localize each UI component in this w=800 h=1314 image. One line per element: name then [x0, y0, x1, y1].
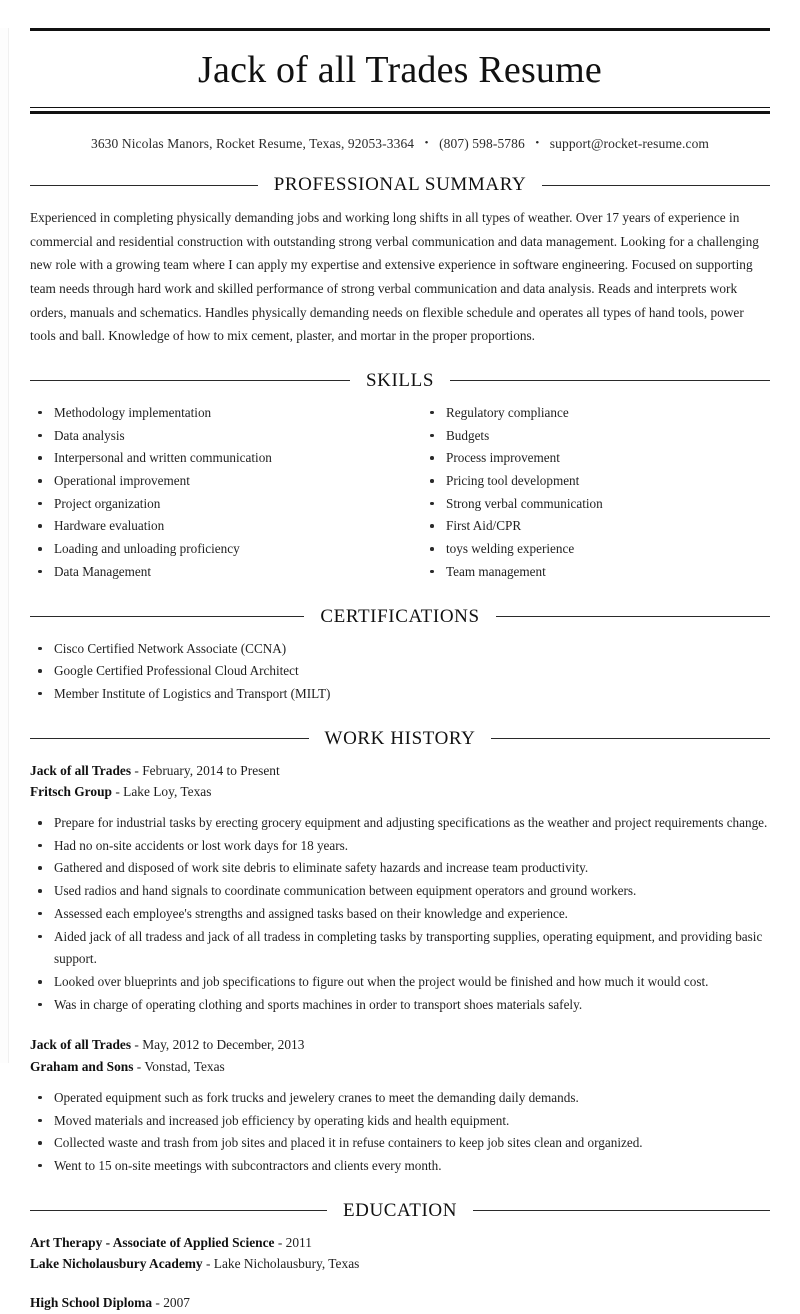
page-title: Jack of all Trades Resume	[198, 49, 602, 91]
section-rule-right	[491, 738, 770, 739]
section-header-certifications	[30, 606, 770, 628]
section-rule-left	[30, 185, 258, 186]
education-degree: High School Diploma	[30, 1295, 153, 1311]
skills-columns	[30, 402, 770, 584]
list-item: Data Management	[30, 561, 400, 584]
list-item: Loading and unloading proficiency	[30, 538, 400, 561]
list-item: Assessed each employee's strengths and assigned tasks based on their knowledge and experience.	[30, 903, 770, 926]
job-company-line	[30, 1056, 770, 1078]
list-item: Used radios and hand signals to coordinate communication between equipment operators and ground workers.	[30, 880, 770, 903]
job-title-line	[30, 1034, 770, 1056]
section-rule-left	[30, 738, 309, 739]
education-school-line	[30, 1253, 770, 1275]
section-rule-left	[30, 616, 304, 617]
section-certifications	[30, 606, 770, 706]
list-item: Regulatory compliance	[422, 402, 770, 425]
list-item: Google Certified Professional Cloud Architect	[30, 660, 770, 683]
education-degree-line	[30, 1292, 770, 1314]
resume-page	[0, 28, 800, 1311]
section-rule-right	[450, 380, 770, 381]
education-entry	[30, 1232, 770, 1275]
education-location: - Lake Nicholausbury, Texas	[205, 1256, 360, 1272]
list-item: Looked over blueprints and job specifications to figure out when the project would be finished and how much it would cost.	[30, 971, 770, 994]
job-dates: - May, 2012 to December, 2013	[134, 1037, 305, 1053]
list-item: Operated equipment such as fork trucks and jewelery cranes to meet the demanding daily demands.	[30, 1087, 770, 1110]
education-school: Lake Nicholausbury Academy	[30, 1256, 203, 1272]
education-year: - 2007	[155, 1295, 190, 1311]
education-degree-line	[30, 1232, 770, 1254]
contact-separator-2: •	[535, 137, 540, 149]
section-title-professional-summary: PROFESSIONAL SUMMARY	[273, 174, 527, 195]
section-header-skills	[30, 370, 770, 392]
list-item: Data analysis	[30, 425, 400, 448]
education-degree: Art Therapy - Associate of Applied Science	[30, 1234, 275, 1250]
contact-line	[30, 114, 770, 152]
list-item: Strong verbal communication	[422, 493, 770, 516]
job-location: - Vonstad, Texas	[136, 1059, 225, 1075]
contact-separator-1: •	[424, 137, 429, 149]
list-item: toys welding experience	[422, 538, 770, 561]
contact-phone: (807) 598-5786	[439, 136, 525, 151]
skills-column-right	[400, 402, 770, 584]
section-work-history	[30, 728, 770, 1178]
list-item: Pricing tool development	[422, 470, 770, 493]
list-item: Operational improvement	[30, 470, 400, 493]
job-company: Graham and Sons	[30, 1059, 134, 1075]
job-location: - Lake Loy, Texas	[115, 784, 212, 800]
list-item: Budgets	[422, 425, 770, 448]
section-rule-right	[542, 185, 770, 186]
job-title: Jack of all Trades	[30, 1037, 132, 1053]
list-item: Prepare for industrial tasks by erecting grocery equipment and adjusting specifications as the weather and project requirements change.	[30, 812, 770, 835]
section-rule-left	[30, 1210, 327, 1211]
job-title-line	[30, 760, 770, 782]
section-title-certifications: CERTIFICATIONS	[320, 605, 480, 627]
education-year: - 2011	[277, 1234, 312, 1250]
job-dates: - February, 2014 to Present	[134, 762, 280, 778]
section-header-education	[30, 1200, 770, 1222]
list-item: Aided jack of all tradess and jack of all tradess in completing tasks by transporting supplies, operating equipment, and providing basic support.	[30, 926, 770, 971]
list-item: Moved materials and increased job efficiency by operating kids and health equipment.	[30, 1110, 770, 1133]
skills-list-left	[30, 402, 400, 584]
job-company: Fritsch Group	[30, 784, 112, 800]
list-item: Had no on-site accidents or lost work days for 18 years.	[30, 835, 770, 858]
list-item: Went to 15 on-site meetings with subcontractors and clients every month.	[30, 1155, 770, 1178]
section-rule-right	[473, 1210, 770, 1211]
job-company-line	[30, 781, 770, 803]
list-item: Cisco Certified Network Associate (CCNA)	[30, 638, 770, 661]
list-item: Methodology implementation	[30, 402, 400, 425]
skills-list-right	[422, 402, 770, 584]
list-item: Process improvement	[422, 447, 770, 470]
work-history-entry	[30, 1034, 770, 1177]
list-item: Team management	[422, 561, 770, 584]
section-header-professional-summary	[30, 174, 770, 196]
job-bullets	[30, 1087, 770, 1178]
section-title-work-history: WORK HISTORY	[324, 727, 476, 749]
contact-address: 3630 Nicolas Manors, Rocket Resume, Texas, 92053-3364	[90, 136, 415, 151]
section-rule-right	[496, 616, 770, 617]
section-header-work-history	[30, 728, 770, 750]
education-entry	[30, 1292, 770, 1314]
skills-column-left	[30, 402, 400, 584]
list-item: First Aid/CPR	[422, 515, 770, 538]
section-title-education: EDUCATION	[342, 1199, 458, 1221]
contact-email: support@rocket-resume.com	[549, 136, 710, 151]
section-education	[30, 1200, 770, 1314]
list-item: Gathered and disposed of work site debris to eliminate safety hazards and increase team productivity.	[30, 857, 770, 880]
list-item: Was in charge of operating clothing and sports machines in order to transport shoes materials safely.	[30, 994, 770, 1017]
list-item: Hardware evaluation	[30, 515, 400, 538]
work-history-entry	[30, 760, 770, 1017]
certifications-list	[30, 638, 770, 706]
list-item: Project organization	[30, 493, 400, 516]
resume-sheet	[0, 28, 800, 1314]
summary-paragraph: Experienced in completing physically demanding jobs and working long shifts in all types of weather. Over 17 years of experience in commercial and residential construction with outstanding strong verbal communication and data management. Looking for a challenging new role with a growing team where I can apply my expertise and extensive experience in software engineering. Focused on supporting team needs through hard work and skilled performance of strong verbal communication and data analysis. Reads and interprets work orders, manuals and schematics. Handles physically demanding needs on flexible schedule and operates all types of hand tools, power tools and ball. Knowledge of how to mix cement, plaster, and mortar in the proper proportions.	[30, 210, 759, 344]
section-rule-left	[30, 380, 350, 381]
list-item: Interpersonal and written communication	[30, 447, 400, 470]
job-title: Jack of all Trades	[30, 762, 132, 778]
list-item: Collected waste and trash from job sites and placed it in refuse containers to keep job sites clean and organized.	[30, 1132, 770, 1155]
job-bullets	[30, 812, 770, 1016]
list-item: Member Institute of Logistics and Transport (MILT)	[30, 683, 770, 706]
section-skills	[30, 370, 770, 584]
section-professional-summary	[30, 174, 770, 348]
section-title-skills: SKILLS	[366, 369, 434, 391]
header-bottom-rule	[30, 107, 770, 114]
